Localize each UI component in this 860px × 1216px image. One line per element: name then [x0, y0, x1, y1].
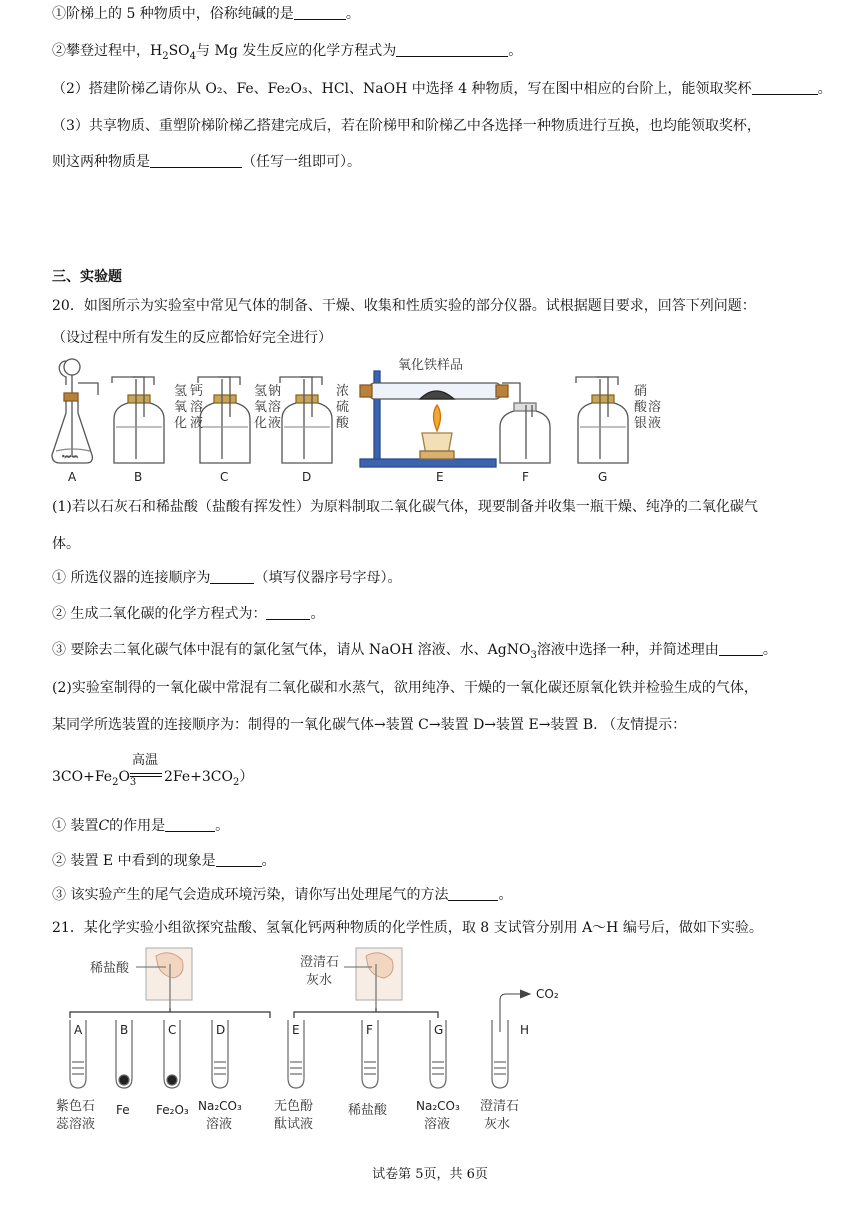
- letter-g: G: [598, 470, 608, 484]
- caption-d-1: Na₂CO₃: [198, 1099, 242, 1113]
- q19-part1-1: ①阶梯上的 5 种物质中，俗称纯碱的是 。: [52, 6, 360, 22]
- letter-b: B: [134, 470, 143, 484]
- page-footer: 试卷第 5页，共 6页: [372, 1167, 488, 1182]
- tube-letter-g: G: [434, 1023, 444, 1037]
- q19-part2: （2）搭建阶梯乙请你从 O₂、Fe、Fe₂O₃、HCl、NaOH 中选择 4 种物质，写在图中相应的台阶上，能领取奖杯 。: [52, 81, 832, 97]
- q20-s1: (1)若以石灰石和稀盐酸（盐酸有挥发性）为原料制取二氧化碳气体，现要制备并收集一瓶干燥、纯净的二氧化碳气: [52, 499, 758, 515]
- apparatus-c: [198, 377, 250, 463]
- apparatus-d: [280, 377, 332, 463]
- apparatus-g: [576, 377, 628, 463]
- caption-e-2: 酞试液: [274, 1117, 314, 1132]
- caption-g-1: Na₂CO₃: [416, 1099, 460, 1113]
- q20-intro-note: （设过程中所有发生的反应都恰好完全进行）: [52, 330, 332, 346]
- apparatus-a: [52, 359, 98, 463]
- label-b-4: 钙: [190, 384, 204, 399]
- label-b-5: 溶: [190, 400, 204, 415]
- answer-blank[interactable]: [719, 641, 763, 656]
- label-g-5: 液: [648, 416, 662, 431]
- letter-e: E: [436, 470, 444, 484]
- label-g-1: 硝: [634, 384, 648, 399]
- dropper-2-label-1: 澄清石: [300, 955, 340, 970]
- letter-a: A: [68, 470, 77, 484]
- answer-blank[interactable]: [752, 80, 818, 95]
- answer-blank[interactable]: [210, 569, 254, 584]
- reaction-equation: $3CO+Fe_2O_3$ 高温 $2Fe+3CO_2$）: [52, 753, 254, 788]
- q20-s1-3: ③ 要除去二氧化碳气体中混有的氯化氢气体，请从 NaOH 溶液、水、AgNO$_3$溶液中选择一种，并简述理由 。: [52, 642, 777, 661]
- caption-h-1: 澄清石: [480, 1099, 520, 1114]
- caption-a-1: 紫色石: [56, 1099, 96, 1114]
- caption-g-2: 溶液: [424, 1117, 451, 1132]
- label-c-4: 钠: [268, 384, 282, 399]
- tube-letter-a: A: [74, 1023, 83, 1037]
- tube-letter-f: F: [366, 1023, 373, 1037]
- test-tube-figure: [50, 944, 610, 1136]
- letter-d: D: [302, 470, 312, 484]
- q19-part3-cont: 则这两种物质是 （任写一组即可）。: [52, 154, 361, 170]
- q21-intro: 21．某化学实验小组欲探究盐酸、氢氧化钙两种物质的化学性质，取 8 支试管分别用 A～H 编号后，做如下实验。: [52, 920, 763, 936]
- label-b-1: 氢: [174, 384, 188, 399]
- caption-h-2: 灰水: [484, 1117, 511, 1132]
- caption-d-2: 溶液: [206, 1117, 233, 1132]
- dropper-1-label: 稀盐酸: [90, 961, 130, 976]
- label-g-4: 溶: [648, 400, 662, 415]
- tube-letter-c: C: [168, 1023, 177, 1037]
- q20-s2-cont: 某同学所选装置的连接顺序为：制得的一氧化碳气体→装置 C→装置 D→装置 E→装置 B. （友情提示：: [52, 717, 687, 733]
- tube-letter-d: D: [216, 1023, 226, 1037]
- apparatus-e: [360, 371, 508, 467]
- label-b-6: 液: [190, 416, 204, 431]
- letter-c: C: [220, 470, 229, 484]
- label-c-6: 液: [268, 416, 282, 431]
- answer-blank[interactable]: [150, 153, 242, 168]
- apparatus-b: [112, 377, 164, 463]
- label-c-3: 化: [254, 416, 268, 431]
- q20-s2-1: ① 装置C的作用是 。: [52, 818, 230, 834]
- q20-intro: 20．如图所示为实验室中常见气体的制备、干燥、收集和性质实验的部分仪器。试根据题目要求，回答下列问题：: [52, 298, 756, 314]
- dropper-2-label-2: 灰水: [306, 973, 333, 988]
- dropper-2: [344, 948, 402, 1008]
- caption-e-1: 无色酚: [274, 1099, 314, 1114]
- label-e: 氧化铁样品: [398, 358, 464, 373]
- label-b-2: 氧: [174, 400, 188, 415]
- apparatus-figure: [44, 355, 684, 485]
- tube-letter-e: E: [292, 1023, 300, 1037]
- label-c-1: 氢: [254, 384, 268, 399]
- label-d-3: 酸: [336, 416, 350, 431]
- answer-blank[interactable]: [294, 5, 346, 20]
- label-b-3: 化: [174, 416, 188, 431]
- q20-s1-2: ② 生成二氧化碳的化学方程式为： 。: [52, 606, 325, 622]
- q20-s2: (2)实验室制得的一氧化碳中常混有二氧化碳和水蒸气，欲用纯净、干燥的一氧化碳还原氧化铁并检验生成的气体，: [52, 680, 758, 696]
- label-c-5: 溶: [268, 400, 282, 415]
- answer-blank[interactable]: [216, 852, 262, 867]
- tube-letter-h: H: [520, 1023, 530, 1037]
- svg-text:·~∽: ·~∽: [62, 452, 78, 461]
- q19-part1-2: ②攀登过程中，$H_2SO_4$与 Mg 发生反应的化学方程式为 。: [52, 43, 523, 62]
- caption-a-2: 蕊溶液: [56, 1117, 96, 1132]
- caption-b: Fe: [116, 1103, 130, 1117]
- answer-blank[interactable]: [266, 605, 310, 620]
- label-d-1: 浓: [336, 384, 350, 399]
- label-g-3: 银: [634, 416, 648, 431]
- section-title: 三、实验题: [52, 269, 122, 285]
- label-g-2: 酸: [634, 400, 648, 415]
- answer-blank[interactable]: [165, 817, 215, 832]
- q20-s2-3: ③ 该实验产生的尾气会造成环境污染，请你写出处理尾气的方法 。: [52, 887, 513, 903]
- answer-blank[interactable]: [396, 42, 508, 57]
- q20-s2-2: ② 装置 E 中看到的现象是 。: [52, 853, 276, 869]
- caption-c: Fe₂O₃: [156, 1103, 189, 1117]
- q20-s1-cont: 体。: [52, 536, 80, 552]
- dropper-1: [136, 948, 192, 1008]
- q19-part3: （3）共享物质、重塑阶梯阶梯乙搭建完成后，若在阶梯甲和阶梯乙中各选择一种物质进行互换，也均能领取奖杯，: [52, 118, 761, 134]
- q20-s1-1: ① 所选仪器的连接顺序为 （填写仪器序号字母）。: [52, 570, 402, 586]
- caption-f: 稀盐酸: [348, 1103, 388, 1118]
- co2-label: CO₂: [536, 987, 559, 1001]
- tube-letter-b: B: [120, 1023, 129, 1037]
- label-d-2: 硫: [336, 400, 350, 415]
- letter-f: F: [522, 470, 529, 484]
- label-c-2: 氧: [254, 400, 268, 415]
- answer-blank[interactable]: [448, 886, 498, 901]
